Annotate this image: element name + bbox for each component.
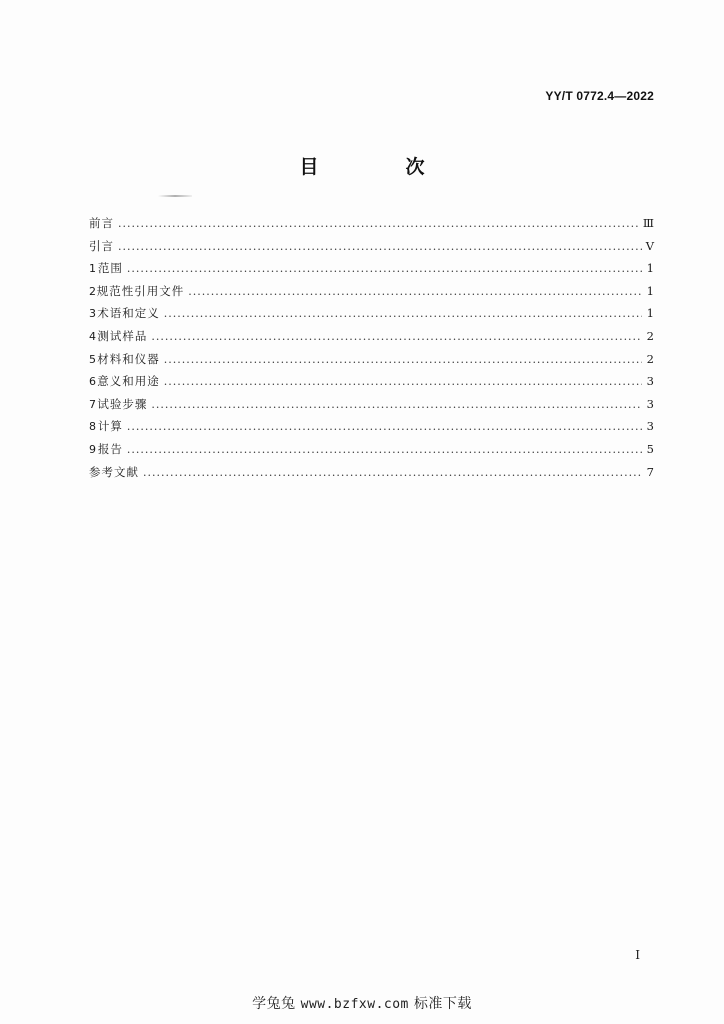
toc-leader-dots bbox=[118, 236, 642, 259]
toc-leader-dots bbox=[127, 258, 642, 281]
document-code: YY/T 0772.4—2022 bbox=[545, 89, 654, 103]
toc-entry-introduction[interactable] bbox=[89, 235, 654, 258]
toc-entry-normative-references[interactable] bbox=[89, 280, 654, 303]
toc-entry-label: 材料和仪器 bbox=[97, 351, 160, 366]
toc-entry-label: 报告 bbox=[97, 441, 123, 456]
toc-leader-dots bbox=[188, 281, 642, 304]
toc-leader-dots bbox=[151, 326, 642, 349]
toc-entry-label: 试验步骤 bbox=[97, 396, 148, 411]
toc-entry-significance-and-use[interactable] bbox=[89, 370, 654, 393]
toc-entry-number: 1 bbox=[89, 262, 96, 276]
toc-entry-number: 5 bbox=[89, 352, 96, 366]
toc-entry-number: 6 bbox=[89, 375, 96, 389]
toc-entry-page: 2 bbox=[646, 351, 654, 366]
toc-entry-label: 计算 bbox=[97, 419, 123, 434]
toc-entry-label: 术语和定义 bbox=[97, 306, 160, 321]
toc-entry-materials-and-apparatus[interactable] bbox=[89, 348, 654, 371]
toc-entry-number: 4 bbox=[89, 329, 96, 343]
toc-leader-dots bbox=[164, 349, 642, 372]
toc-entry-test-specimens[interactable] bbox=[89, 325, 654, 348]
table-of-contents bbox=[89, 212, 654, 483]
toc-entry-number: 9 bbox=[89, 442, 96, 456]
toc-entry-page: Ⅲ bbox=[642, 216, 654, 230]
toc-entry-label: 规范性引用文件 bbox=[96, 283, 185, 298]
toc-leader-dots bbox=[127, 439, 642, 462]
toc-entry-number: 7 bbox=[89, 397, 96, 411]
toc-title: 目 次 bbox=[299, 156, 459, 178]
toc-entry-page: 3 bbox=[646, 374, 654, 389]
scan-artifact bbox=[158, 195, 192, 197]
toc-entry-page: 5 bbox=[646, 441, 654, 456]
toc-entry-page: 2 bbox=[646, 328, 654, 343]
toc-leader-dots bbox=[127, 416, 642, 439]
toc-entry-test-procedure[interactable] bbox=[89, 393, 654, 416]
page-number: I bbox=[635, 948, 640, 962]
toc-entry-number: 2 bbox=[89, 284, 96, 298]
toc-entry-label: 参考文献 bbox=[89, 464, 139, 479]
watermark-suffix: 标准下载 bbox=[413, 996, 472, 1012]
toc-entry-number: 3 bbox=[89, 307, 96, 321]
toc-entry-page: 1 bbox=[646, 283, 654, 298]
toc-entry-label: 引言 bbox=[89, 238, 114, 253]
toc-leader-dots bbox=[151, 394, 642, 417]
toc-entry-label: 前言 bbox=[89, 216, 114, 230]
watermark-line bbox=[0, 993, 724, 1013]
toc-entry-page: 1 bbox=[646, 261, 654, 276]
toc-entry-calculation[interactable] bbox=[89, 415, 654, 438]
toc-entry-label: 范围 bbox=[97, 261, 123, 276]
toc-entry-bibliography[interactable] bbox=[89, 461, 654, 484]
toc-entry-terms-and-definitions[interactable] bbox=[89, 302, 654, 325]
toc-entry-page: 1 bbox=[646, 306, 654, 321]
toc-entry-page: 3 bbox=[646, 396, 654, 411]
toc-entry-number: 8 bbox=[89, 420, 96, 434]
toc-entry-page: 3 bbox=[646, 419, 654, 434]
toc-entry-page: Ⅴ bbox=[645, 238, 654, 253]
toc-leader-dots bbox=[143, 462, 642, 485]
watermark-site[interactable]: www.bzfxw.com bbox=[300, 997, 409, 1012]
toc-entry-foreword[interactable] bbox=[89, 212, 654, 235]
toc-entry-label: 意义和用途 bbox=[97, 374, 160, 389]
toc-leader-dots bbox=[164, 303, 642, 326]
toc-entry-label: 测试样品 bbox=[97, 328, 148, 343]
watermark-prefix: 学兔兔 bbox=[252, 996, 296, 1012]
toc-leader-dots bbox=[164, 371, 642, 394]
toc-entry-report[interactable] bbox=[89, 438, 654, 461]
toc-entry-scope[interactable] bbox=[89, 257, 654, 280]
toc-entry-page: 7 bbox=[646, 464, 654, 479]
toc-leader-dots bbox=[118, 213, 639, 236]
